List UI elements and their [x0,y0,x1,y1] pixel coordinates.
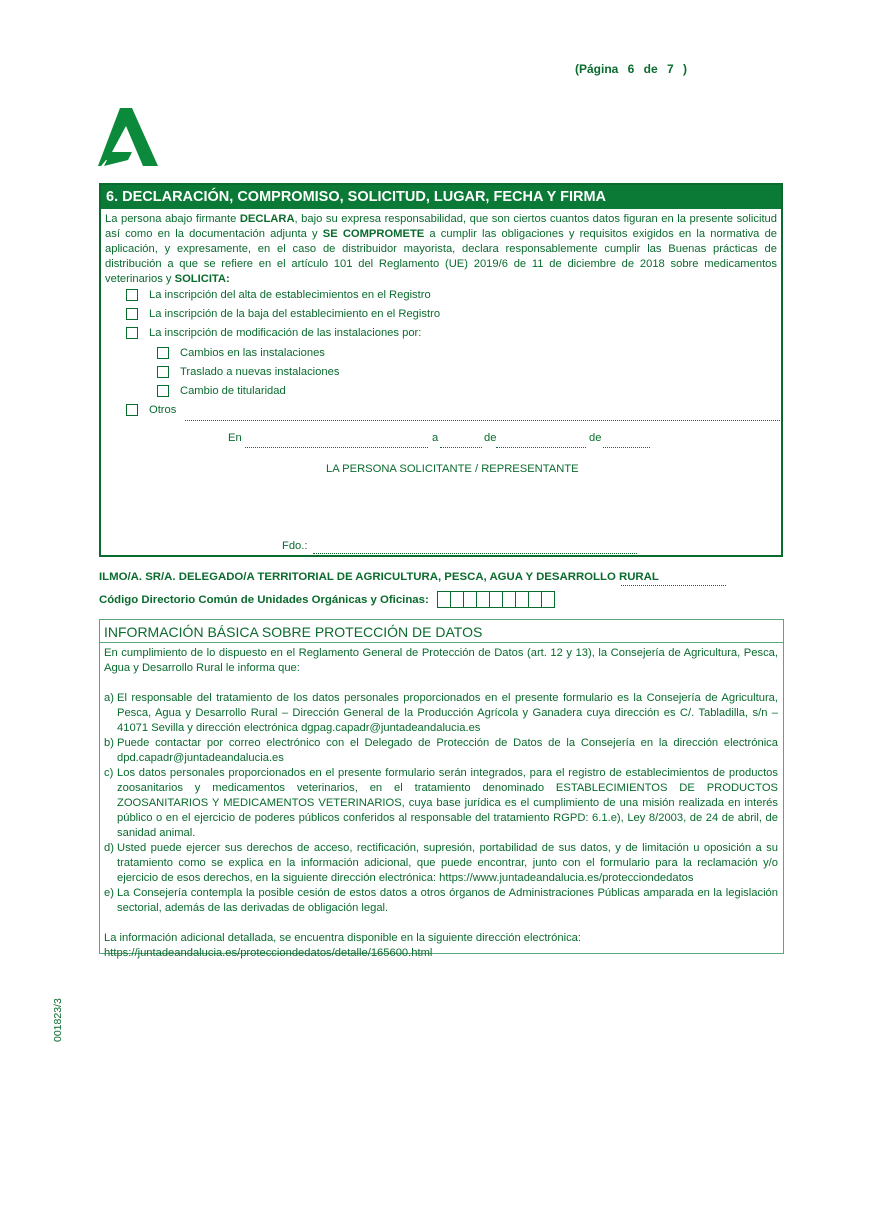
list-item: e) La Consejería contempla la posible cesión de estos datos a otros órganos de Administraciones Públicas amparada en la legislación sectorial, además de las derivadas de obligación legal. [104,887,778,914]
suboption-cambios: Cambios en las instalaciones [157,347,325,359]
place-en-label: En [228,432,242,444]
list-item: b) Puede contactar por correo electrónico con el Delegado de Protección de Datos de la Consejería en la dirección electrónica dpd.capadr@juntadeandalucia.es [104,737,778,764]
list-item: a) El responsable del tratamiento de los datos personales proporcionados en el presente formulario es la Consejería de Agricultura, Pesca, Agua y Desarrollo Rural – Dirección General de la Producción Agrícola y Ganadera cuya dirección es C/. Tabladilla, s/n – 41071 Sevilla y dirección electrónica dgpag.capadr@juntadeandalucia.es [104,692,778,734]
checkbox-titularidad[interactable] [157,385,169,397]
datos-intro: En cumplimiento de lo dispuesto en el Reglamento General de Protección de Datos (art. 12 y 13), la Consejería de Agricultura, Pesca, Agua y Desarrollo Rural le informa que: [104,647,778,674]
checkbox-alta[interactable] [126,289,138,301]
day-field[interactable] [440,447,482,448]
codigo-cells-field[interactable] [437,591,555,608]
list-item: c) Los datos personales proporcionados en el presente formulario serán integrados, para el registro de establecimientos de productos zoosanitarios y medicamentos veterinarios, en el tratamiento denominado ESTABLECIMIENTOS DE PRODUCTOS ZOOSANITARIOS Y MEDICAMENTOS VETERINARIOS, cuya base jurídica es el cumplimiento de una misión realizada en interés público o en el ejercicio de poderes públicos conferidos al responsable del tratamiento RGPD: 6.1.e), Ley 8/2003, de 24 de abril, de sanidad animal. [104,767,778,839]
option-modificacion: La inscripción de modificación de las instalaciones por: [126,327,421,339]
proteccion-datos-title: INFORMACIÓN BÁSICA SOBRE PROTECCIÓN DE DATOS [100,620,783,643]
checkbox-cambios[interactable] [157,347,169,359]
signer-label: LA PERSONA SOLICITANTE / REPRESENTANTE [326,463,579,475]
year-de-label: de [589,432,602,444]
checkbox-modificacion[interactable] [126,327,138,339]
month-de-label: de [484,432,497,444]
proteccion-datos-section [99,619,784,959]
list-item: d) Usted puede ejercer sus derechos de acceso, rectificación, supresión, portabilidad de sus datos, y de limitación u oposición a su tratamiento como se explica en la información adicional, que puede encontrar, junto con el formulario para la reclamación y/o ejercicio de esos derechos, en la siguiente dirección electrónica: https://www.juntadeandalucia.es/protecciondedatos [104,842,778,884]
addressee: ILMO/A. SR/A. DELEGADO/A TERRITORIAL DE AGRICULTURA, PESCA, AGUA Y DESARROLLO RURAL [99,571,659,583]
signature-field[interactable] [313,553,637,554]
declaration-text: La persona abajo firmante DECLARA, bajo su expresa responsabilidad, que son ciertos cuantos datos figuran en la presente solicitud así como en la documentación adjunta y SE COMPROMETE a cumplir las obligaciones y requisitos exigidos en la normativa de aplicación, y expresamente, en el caso de distribuidor mayorista, declara responsablemente cumplir las Buenas prácticas de distribución a que se refiere en el artículo 101 del Reglamento (UE) 2019/6 de 11 de diciembre de 2018 sobre medicamentos veterinarios y SOLICITA: [105,213,778,285]
codigo-directorio: Código Directorio Común de Unidades Orgánicas y Oficinas: [99,591,555,608]
checkbox-traslado[interactable] [157,366,169,378]
form-code: 001823/3 [52,998,64,1042]
day-a-label: a [432,432,439,444]
checkbox-baja[interactable] [126,308,138,320]
suboption-titularidad: Cambio de titularidad [157,385,286,397]
section-declaracion-title: 6. DECLARACIÓN, COMPROMISO, SOLICITUD, LUGAR, FECHA Y FIRMA [101,185,781,209]
option-alta: La inscripción del alta de establecimientos en el Registro [126,289,431,301]
otros-field[interactable] [185,420,780,421]
page-number: (Página 6 de 7 ) [575,62,688,76]
section-declaracion [99,183,783,557]
datos-footer-text: La información adicional detallada, se encuentra disponible en la siguiente dirección electrónica: [104,932,582,944]
option-baja: La inscripción de la baja del establecimiento en el Registro [126,308,440,320]
checkbox-otros[interactable] [126,404,138,416]
junta-andalucia-logo-icon [98,108,158,166]
fdo-label: Fdo.: [282,540,308,552]
option-otros: Otros [126,404,176,416]
month-field[interactable] [496,447,586,448]
addressee-field[interactable] [621,585,726,586]
datos-footer-link[interactable]: https://juntadeandalucia.es/protecciondedatos/detalle/165600.html [104,947,433,959]
year-field[interactable] [603,447,650,448]
suboption-traslado: Traslado a nuevas instalaciones [157,366,339,378]
place-field[interactable] [245,447,428,448]
